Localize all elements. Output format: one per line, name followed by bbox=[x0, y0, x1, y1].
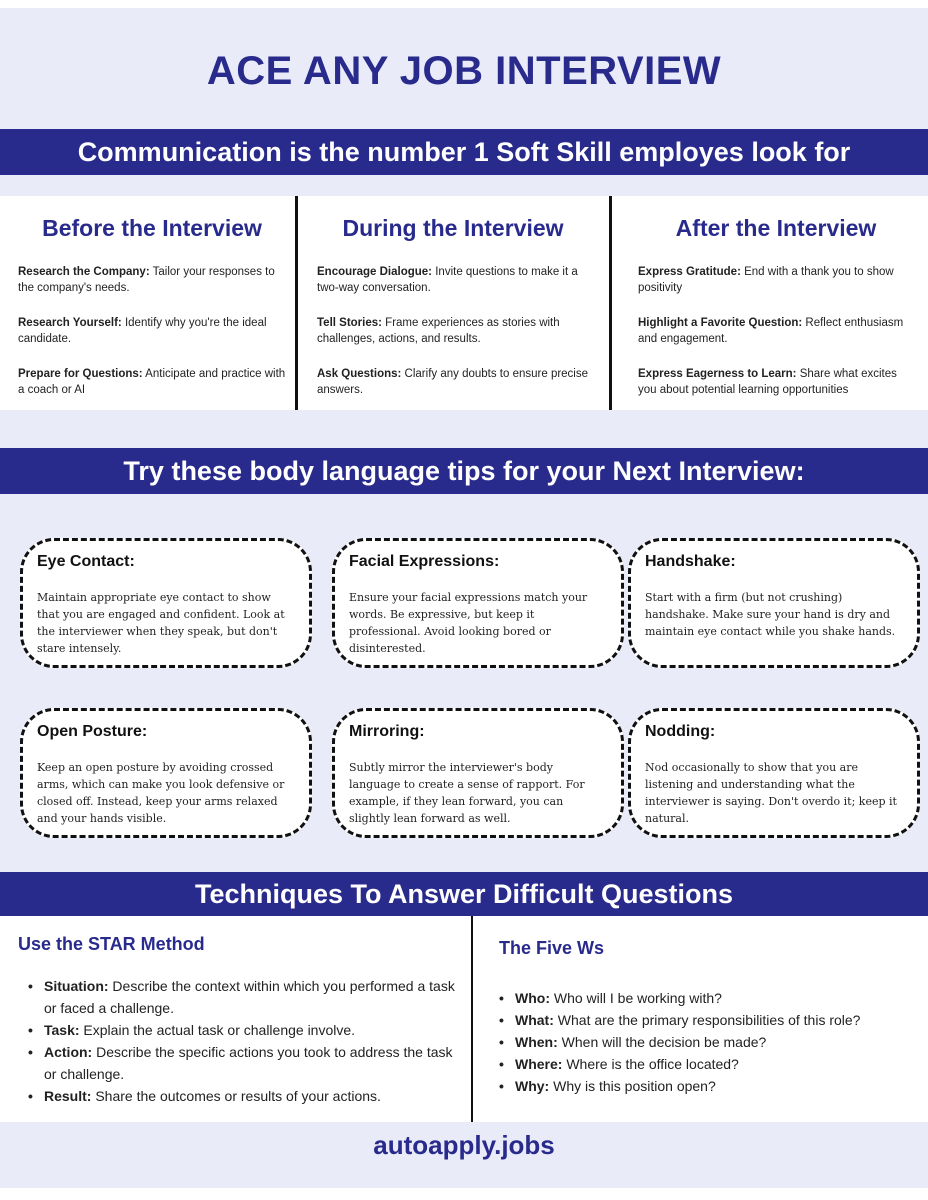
phase-item bbox=[18, 315, 286, 347]
item-text: Describe the context within which you performed a task or faced a challenge. bbox=[44, 978, 455, 1016]
star-list bbox=[18, 975, 457, 1107]
item-text: Explain the actual task or challenge involve. bbox=[79, 1022, 356, 1038]
item-label: Prepare for Questions: bbox=[18, 368, 143, 380]
phase-during bbox=[317, 196, 589, 410]
tip-title: Handshake: bbox=[645, 553, 736, 570]
item-text: What are the primary responsibilities of this role? bbox=[553, 1012, 861, 1028]
phase-heading: After the Interview bbox=[675, 215, 877, 241]
list-item bbox=[28, 975, 457, 1019]
item-text: Anticipate and practice with a coach or AI bbox=[18, 368, 286, 396]
item-text: Why is this position open? bbox=[549, 1078, 716, 1094]
item-label: Encourage Dialogue: bbox=[317, 266, 433, 278]
item-text: Clarify any doubts to ensure precise answers. bbox=[317, 368, 589, 396]
item-label: Ask Questions: bbox=[317, 368, 402, 380]
item-label: Why: bbox=[515, 1078, 550, 1094]
tip-text: Maintain appropriate eye contact to show that you are engaged and confident. Look at the interviewer when they speak, but don't stare intensely. bbox=[37, 591, 285, 655]
item-label: Result: bbox=[44, 1088, 92, 1104]
tip-card-open-posture bbox=[20, 708, 312, 838]
tip-title: Eye Contact: bbox=[37, 553, 135, 570]
item-text: End with a thank you to show positivity bbox=[638, 266, 894, 294]
phase-item bbox=[18, 366, 286, 398]
item-label: Action: bbox=[44, 1044, 93, 1060]
star-heading: Use the STAR Method bbox=[18, 934, 205, 954]
item-label: Express Eagerness to Learn: bbox=[638, 368, 797, 380]
five-ws-panel bbox=[473, 916, 928, 1122]
item-text: Identify why you're the ideal candidate. bbox=[18, 317, 267, 345]
phase-item bbox=[317, 264, 589, 296]
item-label: When: bbox=[515, 1034, 558, 1050]
item-text: Reflect enthusiasm and engagement. bbox=[638, 317, 904, 345]
tip-card-mirroring bbox=[332, 708, 624, 838]
item-label: Research the Company: bbox=[18, 266, 150, 278]
column-divider bbox=[609, 196, 612, 410]
list-item bbox=[499, 1031, 924, 1053]
item-text: Who will I be working with? bbox=[549, 990, 722, 1006]
tip-card-facial-expressions bbox=[332, 538, 624, 668]
star-method-panel bbox=[0, 916, 471, 1122]
footer-link[interactable]: autoapply.jobs bbox=[373, 1130, 555, 1160]
list-item bbox=[28, 1019, 457, 1041]
phase-item bbox=[638, 315, 914, 347]
item-label: Who: bbox=[515, 990, 550, 1006]
item-text: Where is the office located? bbox=[562, 1056, 739, 1072]
item-text: Frame experiences as stories with challenges, actions, and results. bbox=[317, 317, 560, 345]
tip-title: Open Posture: bbox=[37, 723, 148, 740]
column-divider bbox=[295, 196, 298, 410]
page-title: ACE ANY JOB INTERVIEW bbox=[206, 49, 722, 93]
tip-title: Nodding: bbox=[645, 723, 716, 740]
item-label: Highlight a Favorite Question: bbox=[638, 317, 803, 329]
tip-card-nodding bbox=[628, 708, 920, 838]
interview-phases-panel bbox=[0, 196, 928, 410]
item-label: Task: bbox=[44, 1022, 80, 1038]
tip-card-eye-contact bbox=[20, 538, 312, 668]
tip-title: Facial Expressions: bbox=[349, 553, 500, 570]
phase-item bbox=[18, 264, 286, 296]
item-text: Share the outcomes or results of your actions. bbox=[91, 1088, 381, 1104]
item-label: Situation: bbox=[44, 978, 109, 994]
communication-banner: Communication is the number 1 Soft Skill employes look for bbox=[0, 129, 928, 175]
item-label: Express Gratitude: bbox=[638, 266, 741, 278]
phase-item bbox=[638, 264, 914, 296]
phase-heading: Before the Interview bbox=[42, 215, 262, 241]
list-item bbox=[28, 1085, 457, 1107]
tip-text: Ensure your facial expressions match your words. Be expressive, but keep it professional. Avoid looking bored or disinterested. bbox=[349, 591, 588, 655]
phase-item bbox=[638, 366, 914, 398]
list-item bbox=[28, 1041, 457, 1085]
five-ws-list bbox=[499, 987, 924, 1097]
techniques-banner: Techniques To Answer Difficult Questions bbox=[0, 872, 928, 916]
phase-item bbox=[317, 366, 589, 398]
item-label: What: bbox=[515, 1012, 554, 1028]
list-item bbox=[499, 987, 924, 1009]
tip-title: Mirroring: bbox=[349, 723, 425, 740]
item-text: Describe the specific actions you took to address the task or challenge. bbox=[44, 1044, 453, 1082]
item-text: Tailor your responses to the company's needs. bbox=[18, 266, 275, 294]
list-item bbox=[499, 1009, 924, 1031]
item-label: Research Yourself: bbox=[18, 317, 122, 329]
phase-before bbox=[18, 196, 286, 410]
phase-after bbox=[638, 196, 914, 410]
tip-text: Nod occasionally to show that you are listening and understanding what the interviewer is saying. Don't overdo it; keep it natural. bbox=[645, 761, 897, 825]
phase-heading: During the Interview bbox=[342, 215, 564, 241]
tip-text: Start with a firm (but not crushing) handshake. Make sure your hand is dry and maintain eye contact while you shake hands. bbox=[645, 591, 896, 638]
tip-text: Keep an open posture by avoiding crossed arms, which can make you look defensive or closed off. Instead, keep your arms relaxed and your hands visible. bbox=[37, 761, 285, 825]
tip-card-handshake bbox=[628, 538, 920, 668]
tip-text: Subtly mirror the interviewer's body language to create a sense of rapport. For example, if they lean forward, you can slightly lean forward as well. bbox=[349, 761, 585, 825]
item-text: Invite questions to make it a two-way conversation. bbox=[317, 266, 578, 294]
list-item bbox=[499, 1075, 924, 1097]
item-text: Share what excites you about potential learning opportunities bbox=[638, 368, 897, 396]
list-item bbox=[499, 1053, 924, 1075]
item-label: Tell Stories: bbox=[317, 317, 382, 329]
body-language-banner: Try these body language tips for your Next Interview: bbox=[0, 448, 928, 494]
phase-item bbox=[317, 315, 589, 347]
item-text: When will the decision be made? bbox=[557, 1034, 767, 1050]
item-label: Where: bbox=[515, 1056, 563, 1072]
five-ws-heading: The Five Ws bbox=[499, 938, 605, 958]
